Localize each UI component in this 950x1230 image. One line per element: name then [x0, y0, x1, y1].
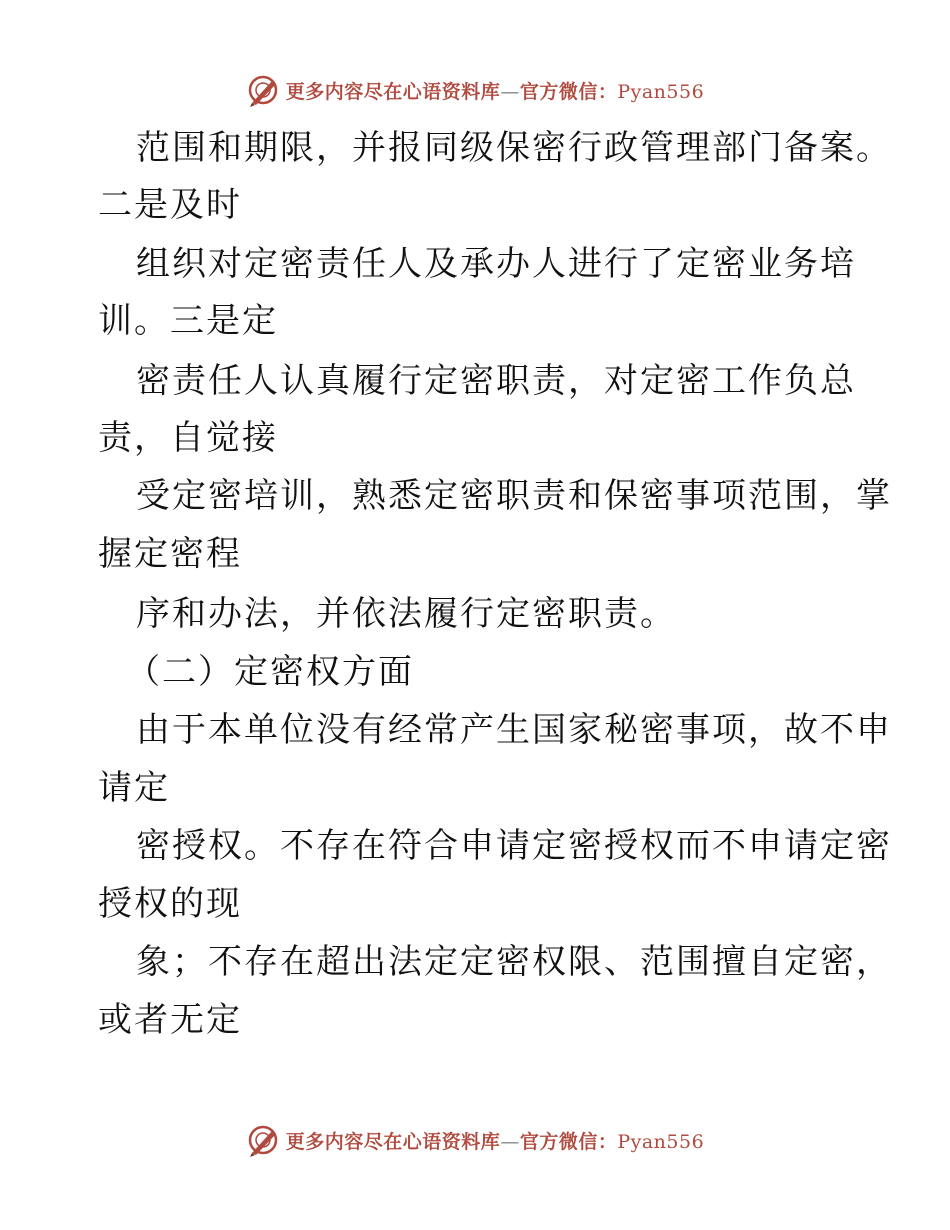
body-line: 序和办法，并依法履行定密职责。: [136, 594, 676, 634]
section-heading: （二）定密权方面: [126, 652, 414, 692]
footer-banner: [0, 1120, 950, 1160]
body-line: 组织对定密责任人及承办人进行了定密业务培: [136, 244, 856, 284]
footer-wechat-id: Pyan556: [617, 1130, 705, 1153]
body-line: 范围和期限，并报同级保密行政管理部门备案。: [136, 128, 892, 168]
body-line: 象；不存在超出法定定密权限、范围擅自定密，: [136, 942, 892, 982]
header-dash: —: [500, 80, 520, 103]
body-line: 授权的现: [98, 884, 242, 924]
body-line: 由于本单位没有经常产生国家秘密事项，故不申: [136, 710, 892, 750]
body-line: 密责任人认真履行定密职责，对定密工作负总: [136, 361, 856, 401]
header-wechat-label: 官方微信：: [519, 80, 618, 103]
body-line: 握定密程: [98, 534, 242, 574]
pen-logo-icon: [246, 1123, 280, 1157]
header-banner: [0, 70, 950, 110]
header-brand-text: 更多内容尽在心语资料库: [285, 80, 501, 103]
footer-banner-text: [286, 1127, 704, 1154]
header-wechat-id: Pyan556: [617, 80, 705, 103]
body-line: 责，自觉接: [98, 418, 278, 458]
body-line: 请定: [98, 768, 170, 808]
body-line: 密授权。不存在符合申请定密授权而不申请定密: [136, 826, 892, 866]
footer-wechat-label: 官方微信：: [519, 1130, 618, 1153]
header-banner-text: [286, 77, 704, 104]
body-line: 训。三是定: [98, 301, 278, 341]
body-line: 受定密培训，熟悉定密职责和保密事项范围，掌: [136, 476, 892, 516]
body-line: 二是及时: [98, 185, 242, 225]
pen-logo-icon: [246, 73, 280, 107]
footer-brand-text: 更多内容尽在心语资料库: [285, 1130, 501, 1153]
body-line: 或者无定: [98, 1000, 242, 1040]
footer-dash: —: [500, 1130, 520, 1153]
